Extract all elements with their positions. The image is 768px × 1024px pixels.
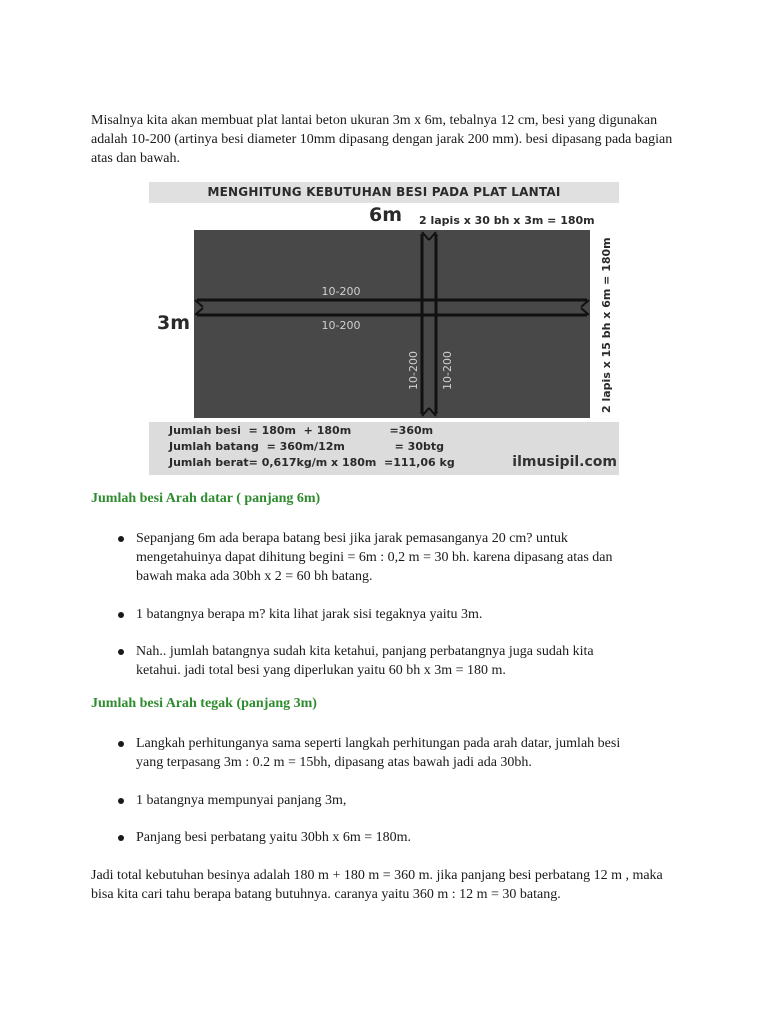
closing-paragraph: Jadi total kebutuhan besinya adalah 180 m + 180 m = 360 m. jika panjang besi perbatang 12 m , maka bisa kita cari tahu berapa batang butuhnya. caranya yaitu 360 m : 12 m = 30 batang. bbox=[91, 868, 663, 902]
list-item: Langkah perhitunganya sama seperti langkah perhitungan pada arah datar, jumlah besi yang terpasang 3m : 0.2 m = 15bh, dipasang atas bawah jadi ada 30bh. bbox=[118, 734, 638, 772]
section-heading-horizontal: Jumlah besi Arah datar ( panjang 6m) bbox=[91, 491, 321, 506]
summary-weight: Jumlah berat= 0,617kg/m x 180m =111,06 kg bbox=[169, 456, 455, 469]
bullet-icon bbox=[118, 835, 124, 841]
brand-watermark: ilmusipil.com bbox=[512, 454, 617, 470]
list-item: Sepanjang 6m ada berapa batang besi jika jarak pemasanganya 20 cm? untuk mengetahuinya dapat dihitung begini = 6m : 0,2 m = 30 bh. karena dipasang atas dan bawah maka ada 30bh x 2 = 60 bh batang. bbox=[118, 529, 638, 586]
list-item: 1 batangnya mempunyai panjang 3m, bbox=[118, 791, 638, 810]
bullet-icon bbox=[118, 649, 124, 655]
rebar-lines bbox=[149, 182, 619, 422]
side-calculation-label: 2 lapis x 15 bh x 6m = 180m bbox=[600, 237, 613, 413]
summary-total-length: Jumlah besi = 180m + 180m =360m bbox=[169, 424, 434, 437]
rebar-diagram bbox=[149, 182, 619, 475]
summary-bar-count: Jumlah batang = 360m/12m = 30btg bbox=[169, 440, 444, 453]
bullet-icon bbox=[118, 741, 124, 747]
list-item: Panjang besi perbatang yaitu 30bh x 6m = 180m. bbox=[118, 828, 638, 847]
length-label-6m: 6m bbox=[369, 204, 403, 226]
top-calculation-label: 2 lapis x 30 bh x 3m = 180m bbox=[419, 214, 595, 227]
rebar-label-h-bottom: 10-200 bbox=[321, 319, 361, 332]
list-item: Nah.. jumlah batangnya sudah kita ketahui, panjang perbatangnya juga sudah kita ketahui. jadi total besi yang diperlukan yaitu 60 bh x 3m = 180 m. bbox=[118, 642, 638, 680]
section-heading-vertical: Jumlah besi Arah tegak (panjang 3m) bbox=[91, 696, 317, 711]
bullet-icon bbox=[118, 612, 124, 618]
rebar-label-h-top: 10-200 bbox=[321, 285, 361, 298]
intro-paragraph: Misalnya kita akan membuat plat lantai beton ukuran 3m x 6m, tebalnya 12 cm, besi yang digunakan adalah 10-200 (artinya besi diameter 10mm dipasang dengan jarak 200 mm). besi dipasang pada bagian atas dan bawah. bbox=[91, 113, 673, 166]
bullet-icon bbox=[118, 536, 124, 542]
rebar-label-v-left: 10-200 bbox=[407, 351, 420, 390]
list-item: 1 batangnya berapa m? kita lihat jarak sisi tegaknya yaitu 3m. bbox=[118, 605, 638, 624]
diagram-title: MENGHITUNG KEBUTUHAN BESI PADA PLAT LANTAI bbox=[207, 185, 561, 199]
rebar-label-v-right: 10-200 bbox=[441, 351, 454, 390]
width-label-3m: 3m bbox=[157, 312, 191, 334]
bullet-icon bbox=[118, 798, 124, 804]
summary-panel bbox=[149, 422, 619, 475]
